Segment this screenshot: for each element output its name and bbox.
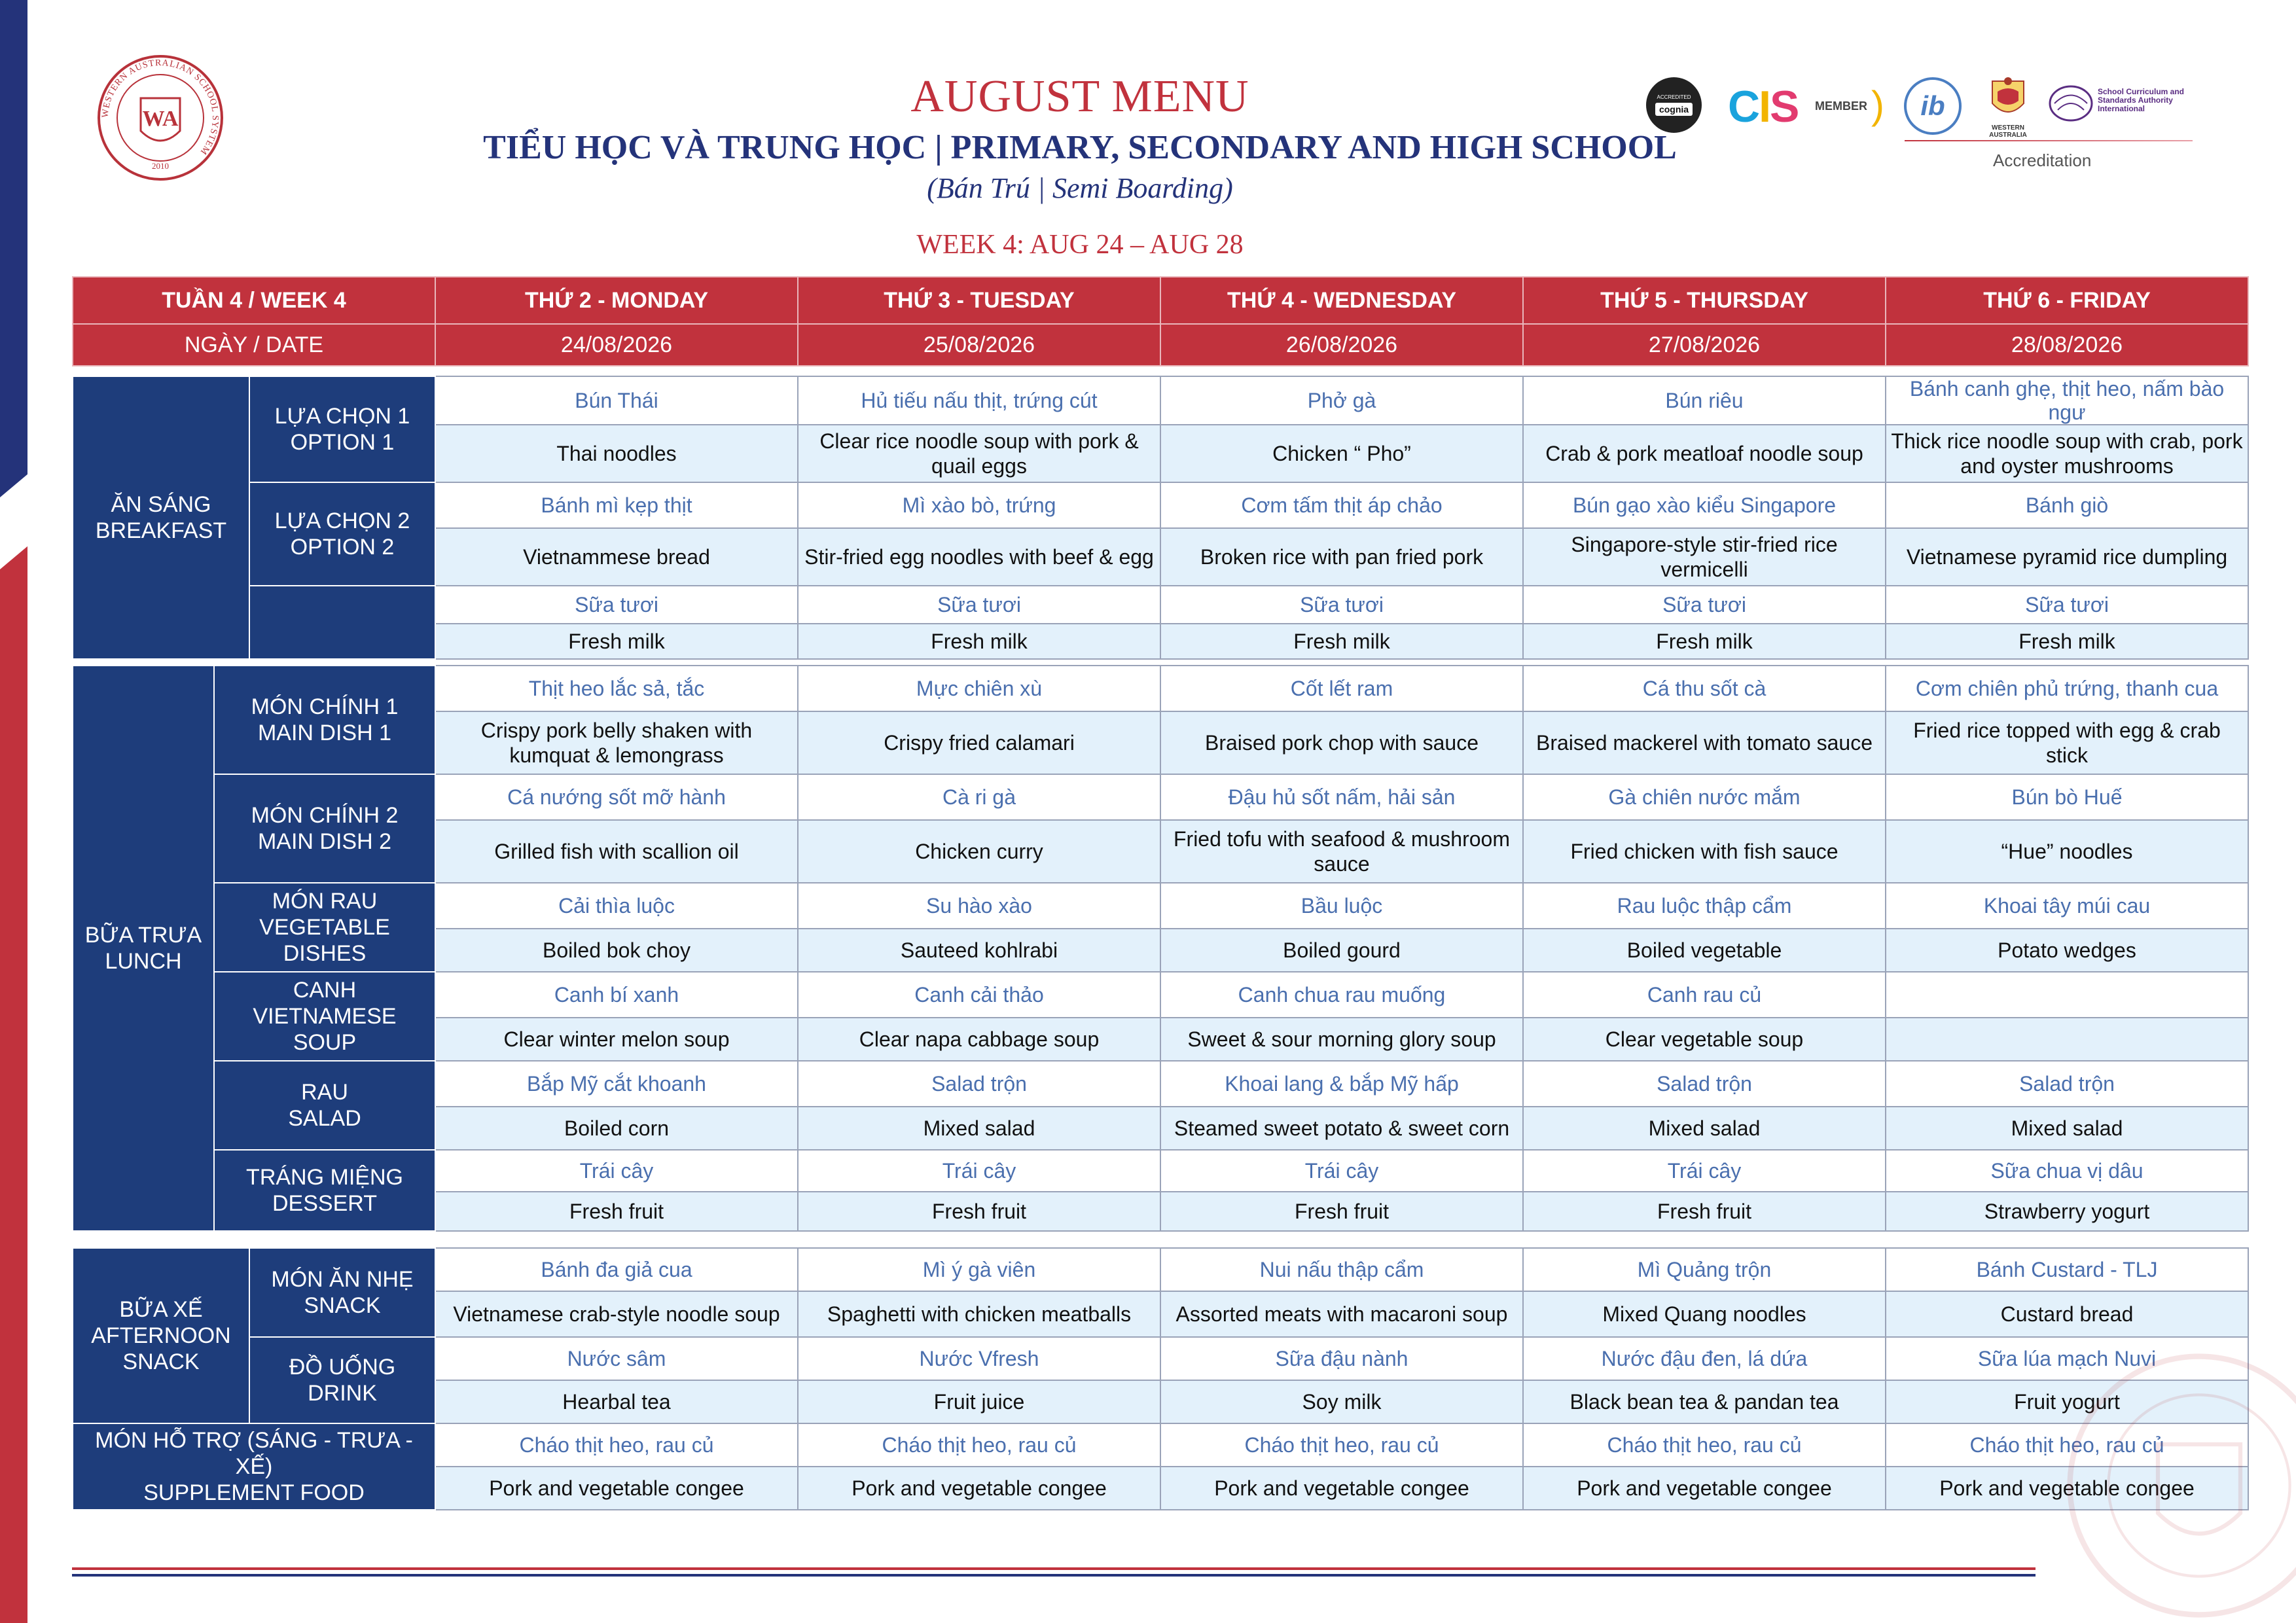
snack-dish-vn: Mì Quảng trộn xyxy=(1523,1248,1886,1291)
snack-dish-en: Mixed Quang noodles xyxy=(1523,1291,1886,1337)
supplement-category-label: MÓN HỖ TRỢ (SÁNG - TRƯA - XẾ) SUPPLEMENT FOOD xyxy=(73,1423,435,1510)
lunch-row-vn xyxy=(73,774,2248,820)
breakfast-table xyxy=(72,376,2249,660)
left-accent-red xyxy=(0,537,27,1623)
date-monday: 24/08/2026 xyxy=(435,324,798,366)
breakfast-dish-vn: Bún riêu xyxy=(1523,376,1886,425)
breakfast-dish-en: Fresh milk xyxy=(435,624,798,659)
lunch-dish-vn: Mực chiên xù xyxy=(798,666,1160,711)
lunch-dish-vn: Thịt heo lắc sả, tắc xyxy=(435,666,798,711)
lunch-dish-vn: Cải thìa luộc xyxy=(435,883,798,929)
lunch-dish-en: Mixed salad xyxy=(798,1107,1160,1150)
snack-dish-en: Assorted meats with macaroni soup xyxy=(1160,1291,1523,1337)
lunch-dish-en: Grilled fish with scallion oil xyxy=(435,820,798,883)
snack-table xyxy=(72,1247,2249,1510)
lunch-dish-en: Clear winter melon soup xyxy=(435,1018,798,1061)
lunch-dish-vn: Cá nướng sốt mỡ hành xyxy=(435,774,798,820)
lunch-dish-vn: Bún bò Huế xyxy=(1886,774,2248,820)
breakfast-sub-label: LỰA CHỌN 1 OPTION 1 xyxy=(249,376,435,482)
supplement-dish-en: Pork and vegetable congee xyxy=(1160,1467,1523,1510)
lunch-dish-vn: Khoai tây múi cau xyxy=(1886,883,2248,929)
lunch-dish-vn: Salad trộn xyxy=(1886,1061,2248,1107)
scsa-logo xyxy=(2048,84,2094,123)
lunch-dish-en: Boiled vegetable xyxy=(1523,929,1886,972)
date-wednesday: 26/08/2026 xyxy=(1160,324,1523,366)
lunch-dish-en: Mixed salad xyxy=(1523,1107,1886,1150)
lunch-dish-vn: Canh bí xanh xyxy=(435,972,798,1018)
scsa-label: School Curriculum and Standards Authority International xyxy=(2098,87,2185,113)
breakfast-dish-en: Clear rice noodle soup with pork & quail eggs xyxy=(798,425,1160,482)
lunch-sub-label: MÓN CHÍNH 2 MAIN DISH 2 xyxy=(214,774,435,883)
lunch-dish-vn: Đậu hủ sốt nấm, hải sản xyxy=(1160,774,1523,820)
breakfast-dish-en: Fresh milk xyxy=(798,624,1160,659)
lunch-dish-vn: Canh rau củ xyxy=(1523,972,1886,1018)
cis-bracket-icon: ) xyxy=(1871,83,1884,127)
breakfast-category-label: ĂN SÁNG BREAKFAST xyxy=(73,376,249,659)
day-thursday: THỨ 5 - THURSDAY xyxy=(1523,277,1886,324)
lunch-dish-en: Crispy fried calamari xyxy=(798,711,1160,774)
accreditation-block xyxy=(1646,77,2196,182)
lunch-sub-label: RAU SALAD xyxy=(214,1061,435,1150)
lunch-dish-vn: Cà ri gà xyxy=(798,774,1160,820)
snack-dish-en: Hearbal tea xyxy=(435,1380,798,1423)
lunch-dish-vn: Bắp Mỹ cắt khoanh xyxy=(435,1061,798,1107)
supplement-dish-vn: Cháo thịt heo, rau củ xyxy=(1160,1423,1523,1467)
breakfast-dish-en: Chicken “ Pho” xyxy=(1160,425,1523,482)
snack-dish-en: Spaghetti with chicken meatballs xyxy=(798,1291,1160,1337)
breakfast-row-vn xyxy=(73,376,2248,425)
snack-dish-en: Fruit yogurt xyxy=(1886,1380,2248,1423)
logo-year: 2010 xyxy=(152,161,169,171)
breakfast-dish-en: Fresh milk xyxy=(1886,624,2248,659)
lunch-dish-en: Sweet & sour morning glory soup xyxy=(1160,1018,1523,1061)
snack-dish-vn: Nước đậu đen, lá dứa xyxy=(1523,1337,1886,1380)
snack-dish-vn: Sữa lúa mạch Nuvi xyxy=(1886,1337,2248,1380)
lunch-dish-vn: Su hào xào xyxy=(798,883,1160,929)
day-wednesday: THỨ 4 - WEDNESDAY xyxy=(1160,277,1523,324)
breakfast-dish-en: Stir-fried egg noodles with beef & egg xyxy=(798,528,1160,586)
week-label: TUẦN 4 / WEEK 4 xyxy=(73,277,435,324)
snack-dish-vn: Bánh Custard - TLJ xyxy=(1886,1248,2248,1291)
breakfast-dish-vn: Sữa tươi xyxy=(1160,586,1523,624)
day-tuesday: THỨ 3 - TUESDAY xyxy=(798,277,1160,324)
supplement-dish-vn: Cháo thịt heo, rau củ xyxy=(435,1423,798,1467)
logo-monogram: WA xyxy=(142,107,179,131)
lunch-dish-vn: Rau luộc thập cẩm xyxy=(1523,883,1886,929)
breakfast-dish-vn: Bánh canh ghẹ, thịt heo, nấm bào ngư xyxy=(1886,376,2248,425)
snack-dish-vn: Nước Vfresh xyxy=(798,1337,1160,1380)
lunch-dish-vn: Bầu luộc xyxy=(1160,883,1523,929)
supplement-dish-vn: Cháo thịt heo, rau củ xyxy=(1886,1423,2248,1467)
western-australia-crest: WESTERN AUSTRALIA xyxy=(1983,75,2033,128)
lunch-dish-vn xyxy=(1886,972,2248,1018)
snack-row-vn xyxy=(73,1337,2248,1380)
lunch-dish-en: “Hue” noodles xyxy=(1886,820,2248,883)
lunch-dish-en: Fried rice topped with egg & crab stick xyxy=(1886,711,2248,774)
breakfast-dish-en: Fresh milk xyxy=(1160,624,1523,659)
lunch-sub-label: CANH VIETNAMESE SOUP xyxy=(214,972,435,1061)
date-row xyxy=(73,324,2248,366)
breakfast-dish-en: Fresh milk xyxy=(1523,624,1886,659)
lunch-dish-vn: Cơm chiên phủ trứng, thanh cua xyxy=(1886,666,2248,711)
lunch-dish-en: Fried tofu with seafood & mushroom sauce xyxy=(1160,820,1523,883)
snack-row-vn xyxy=(73,1248,2248,1291)
menu-title: AUGUST MENU xyxy=(910,71,1249,122)
breakfast-dish-en: Crab & pork meatloaf noodle soup xyxy=(1523,425,1886,482)
lunch-dish-vn: Trái cây xyxy=(1160,1150,1523,1192)
lunch-sub-label: MÓN RAU VEGETABLE DISHES xyxy=(214,883,435,972)
lunch-dish-en: Potato wedges xyxy=(1886,929,2248,972)
breakfast-dish-vn: Cơm tấm thịt áp chảo xyxy=(1160,482,1523,528)
lunch-dish-en: Braised pork chop with sauce xyxy=(1160,711,1523,774)
lunch-dish-en: Boiled corn xyxy=(435,1107,798,1150)
snack-dish-vn: Mì ý gà viên xyxy=(798,1248,1160,1291)
lunch-row-vn xyxy=(73,883,2248,929)
date-tuesday: 25/08/2026 xyxy=(798,324,1160,366)
day-monday: THỨ 2 - MONDAY xyxy=(435,277,798,324)
watermark-seal xyxy=(2062,1348,2296,1623)
date-friday: 28/08/2026 xyxy=(1886,324,2248,366)
lunch-dish-vn: Trái cây xyxy=(798,1150,1160,1192)
accreditation-label: Accreditation xyxy=(1993,151,2092,170)
lunch-sub-label: MÓN CHÍNH 1 MAIN DISH 1 xyxy=(214,666,435,774)
menu-header-table xyxy=(72,276,2249,366)
lunch-dish-en: Chicken curry xyxy=(798,820,1160,883)
lunch-dish-vn: Canh cải thảo xyxy=(798,972,1160,1018)
breakfast-dish-vn: Bún Thái xyxy=(435,376,798,425)
breakfast-row-vn xyxy=(73,586,2248,624)
breakfast-dish-en: Vietnammese bread xyxy=(435,528,798,586)
lunch-dish-en: Boiled gourd xyxy=(1160,929,1523,972)
footer-rule-red xyxy=(72,1567,2036,1570)
supplement-dish-en: Pork and vegetable congee xyxy=(798,1467,1160,1510)
breakfast-dish-vn: Sữa tươi xyxy=(798,586,1160,624)
snack-dish-vn: Nui nấu thập cẩm xyxy=(1160,1248,1523,1291)
week-range: WEEK 4: AUG 24 – AUG 28 xyxy=(916,230,1244,260)
lunch-dish-en: Steamed sweet potato & sweet corn xyxy=(1160,1107,1523,1150)
snack-dish-vn: Nước sâm xyxy=(435,1337,798,1380)
lunch-dish-vn: Salad trộn xyxy=(1523,1061,1886,1107)
breakfast-dish-en: Vietnamese pyramid rice dumpling xyxy=(1886,528,2248,586)
supplement-dish-vn: Cháo thịt heo, rau củ xyxy=(798,1423,1160,1467)
date-thursday: 27/08/2026 xyxy=(1523,324,1886,366)
breakfast-dish-en: Thick rice noodle soup with crab, pork and oyster mushrooms xyxy=(1886,425,2248,482)
lunch-dish-en: Mixed salad xyxy=(1886,1107,2248,1150)
menu-subtitle-boarding: (Bán Trú | Semi Boarding) xyxy=(927,172,1233,204)
breakfast-dish-vn: Sữa tươi xyxy=(1886,586,2248,624)
lunch-dish-en: Clear vegetable soup xyxy=(1523,1018,1886,1061)
menu-subtitle: TIỂU HỌC VÀ TRUNG HỌC | PRIMARY, SECONDARY AND HIGH SCHOOL xyxy=(483,129,1677,166)
snack-dish-en: Fruit juice xyxy=(798,1380,1160,1423)
supplement-dish-vn: Cháo thịt heo, rau củ xyxy=(1523,1423,1886,1467)
lunch-dish-vn: Sữa chua vị dâu xyxy=(1886,1150,2248,1192)
lunch-dish-en: Fried chicken with fish sauce xyxy=(1523,820,1886,883)
breakfast-dish-en: Singapore-style stir-fried rice vermicelli xyxy=(1523,528,1886,586)
lunch-dish-vn: Canh chua rau muống xyxy=(1160,972,1523,1018)
lunch-dish-vn: Cốt lết ram xyxy=(1160,666,1523,711)
lunch-dish-vn: Salad trộn xyxy=(798,1061,1160,1107)
lunch-dish-vn: Khoai lang & bắp Mỹ hấp xyxy=(1160,1061,1523,1107)
snack-category-label: BỮA XẾ AFTERNOON SNACK xyxy=(73,1248,249,1423)
lunch-table xyxy=(72,665,2249,1232)
cis-member-label: MEMBER xyxy=(1815,99,1867,113)
snack-dish-vn: Sữa đậu nành xyxy=(1160,1337,1523,1380)
breakfast-dish-en: Thai noodles xyxy=(435,425,798,482)
snack-sub-label: MÓN ĂN NHẸ SNACK xyxy=(249,1248,435,1337)
footer-rule-blue xyxy=(72,1574,2036,1577)
lunch-row-vn xyxy=(73,1150,2248,1192)
breakfast-dish-vn: Bánh giò xyxy=(1886,482,2248,528)
lunch-dish-vn: Gà chiên nước mắm xyxy=(1523,774,1886,820)
logo-ring-text: WESTERN AUSTRALIAN SCHOOL SYSTEM xyxy=(100,58,221,157)
cognia-logo: ACCREDITED cognia xyxy=(1646,77,1702,133)
lunch-dish-en: Braised mackerel with tomato sauce xyxy=(1523,711,1886,774)
breakfast-dish-vn: Hủ tiếu nấu thịt, trứng cút xyxy=(798,376,1160,425)
breakfast-dish-vn: Sữa tươi xyxy=(435,586,798,624)
breakfast-dish-vn: Bún gạo xào kiểu Singapore xyxy=(1523,482,1886,528)
accreditation-divider xyxy=(1905,140,2193,141)
snack-dish-en: Soy milk xyxy=(1160,1380,1523,1423)
snack-sub-label: ĐỒ UỐNG DRINK xyxy=(249,1337,435,1423)
day-row xyxy=(73,277,2248,324)
lunch-dish-en: Crispy pork belly shaken with kumquat & lemongrass xyxy=(435,711,798,774)
lunch-row-vn xyxy=(73,666,2248,711)
lunch-dish-en: Strawberry yogurt xyxy=(1886,1192,2248,1231)
lunch-dish-vn: Cá thu sốt cà xyxy=(1523,666,1886,711)
snack-dish-vn: Bánh đa giả cua xyxy=(435,1248,798,1291)
lunch-dish-en xyxy=(1886,1018,2248,1061)
breakfast-sub-label: LỰA CHỌN 2 OPTION 2 xyxy=(249,482,435,586)
ib-logo: ib xyxy=(1904,77,1962,135)
lunch-sub-label: TRÁNG MIỆNG DESSERT xyxy=(214,1150,435,1231)
breakfast-dish-vn: Phở gà xyxy=(1160,376,1523,425)
lunch-category-label: BỮA TRƯA LUNCH xyxy=(73,666,214,1231)
snack-dish-en: Black bean tea & pandan tea xyxy=(1523,1380,1886,1423)
lunch-dish-en: Fresh fruit xyxy=(435,1192,798,1231)
breakfast-dish-vn: Mì xào bò, trứng xyxy=(798,482,1160,528)
lunch-row-vn xyxy=(73,1061,2248,1107)
breakfast-sub-label xyxy=(249,586,435,659)
lunch-dish-en: Clear napa cabbage soup xyxy=(798,1018,1160,1061)
lunch-dish-en: Fresh fruit xyxy=(798,1192,1160,1231)
lunch-dish-en: Sauteed kohlrabi xyxy=(798,929,1160,972)
day-friday: THỨ 6 - FRIDAY xyxy=(1886,277,2248,324)
lunch-dish-en: Fresh fruit xyxy=(1160,1192,1523,1231)
date-label: NGÀY / DATE xyxy=(73,324,435,366)
breakfast-row-vn xyxy=(73,482,2248,528)
lunch-dish-en: Fresh fruit xyxy=(1523,1192,1886,1231)
snack-dish-en: Vietnamese crab-style noodle soup xyxy=(435,1291,798,1337)
lunch-dish-vn: Trái cây xyxy=(1523,1150,1886,1192)
breakfast-dish-vn: Sữa tươi xyxy=(1523,586,1886,624)
supplement-dish-en: Pork and vegetable congee xyxy=(1523,1467,1886,1510)
supplement-dish-en: Pork and vegetable congee xyxy=(1886,1467,2248,1510)
supplement-dish-en: Pork and vegetable congee xyxy=(435,1467,798,1510)
breakfast-dish-vn: Bánh mì kẹp thịt xyxy=(435,482,798,528)
breakfast-dish-en: Broken rice with pan fried pork xyxy=(1160,528,1523,586)
supplement-row-vn xyxy=(73,1423,2248,1467)
lunch-row-vn xyxy=(73,972,2248,1018)
snack-dish-en: Custard bread xyxy=(1886,1291,2248,1337)
cis-logo: CIS xyxy=(1728,82,1799,132)
lunch-dish-en: Boiled bok choy xyxy=(435,929,798,972)
lunch-dish-vn: Trái cây xyxy=(435,1150,798,1192)
